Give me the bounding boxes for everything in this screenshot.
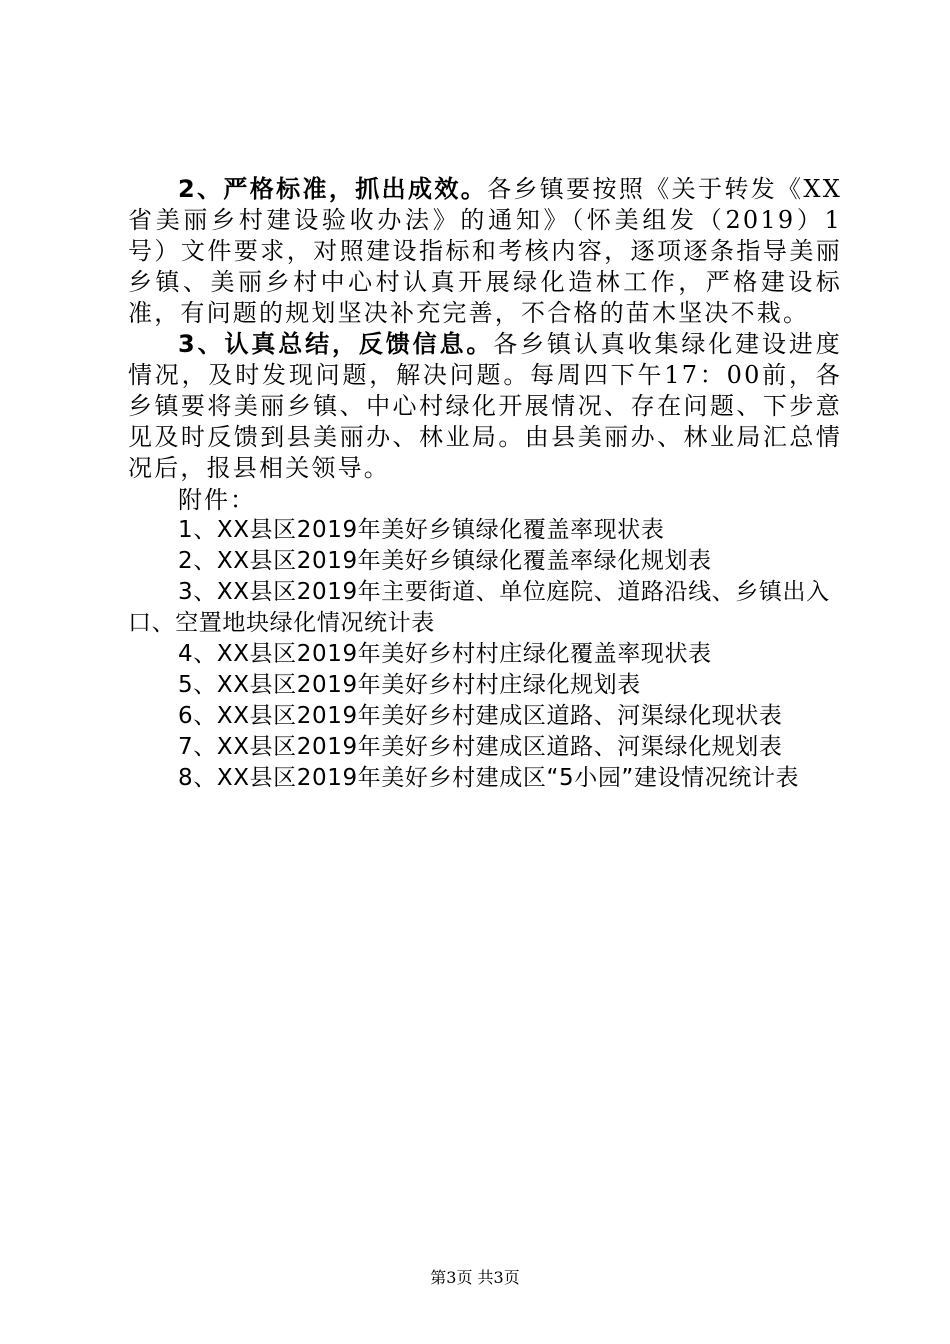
attachments-heading: 附件：: [178, 486, 256, 514]
attachment-item: 8、XX县区2019年美好乡村建成区“5小园”建设情况统计表: [178, 765, 800, 791]
attachment-item: 7、XX县区2019年美好乡村建成区道路、河渠绿化规划表: [178, 734, 783, 760]
paragraph-lead: 3、认真总结，反馈信息。: [178, 330, 494, 358]
attachments-list: [128, 515, 842, 794]
attachment-item: 1、XX县区2019年美好乡镇绿化覆盖率现状表: [178, 517, 665, 543]
attachment-item: 2、XX县区2019年美好乡镇绿化覆盖率绿化规划表: [178, 548, 712, 574]
attachment-item: 6、XX县区2019年美好乡村建成区道路、河渠绿化现状表: [178, 703, 783, 729]
attachment-item: 4、XX县区2019年美好乡村村庄绿化覆盖率现状表: [178, 641, 712, 667]
paragraph-lead: 2、严格标准，抓出成效。: [178, 175, 488, 203]
page-number-footer: 第3页 共3页: [430, 1268, 520, 1287]
paragraph-text: 各乡镇认真收集绿化建设进度情况，及时发现问题，解决问题。每周四下午17：00前，各乡镇要将美丽乡镇、中心村绿化开展情况、存在问题、下步意见及时反馈到县美丽办、林业局。由县美丽办、林业局汇总情况后，报县相关领导。: [128, 330, 842, 482]
paragraph-strict-standards: [128, 174, 842, 329]
paragraph-text: 各乡镇要按照《关于转发《XX省美丽乡村建设验收办法》的通知》（怀美组发（2019）1号）文件要求，对照建设指标和考核内容，逐项逐条指导美丽乡镇、美丽乡村中心村认真开展绿化造林工作，严格建设标准，有问题的规划坚决补充完善，不合格的苗木坚决不栽。: [128, 175, 842, 327]
document-body: [128, 174, 842, 794]
paragraph-summary-feedback: [128, 329, 842, 484]
attachment-item: 3、XX县区2019年主要街道、单位庭院、道路沿线、乡镇出入口、空置地块绿化情况统计表: [128, 579, 830, 636]
attachment-item: 5、XX县区2019年美好乡村村庄绿化规划表: [178, 672, 641, 698]
